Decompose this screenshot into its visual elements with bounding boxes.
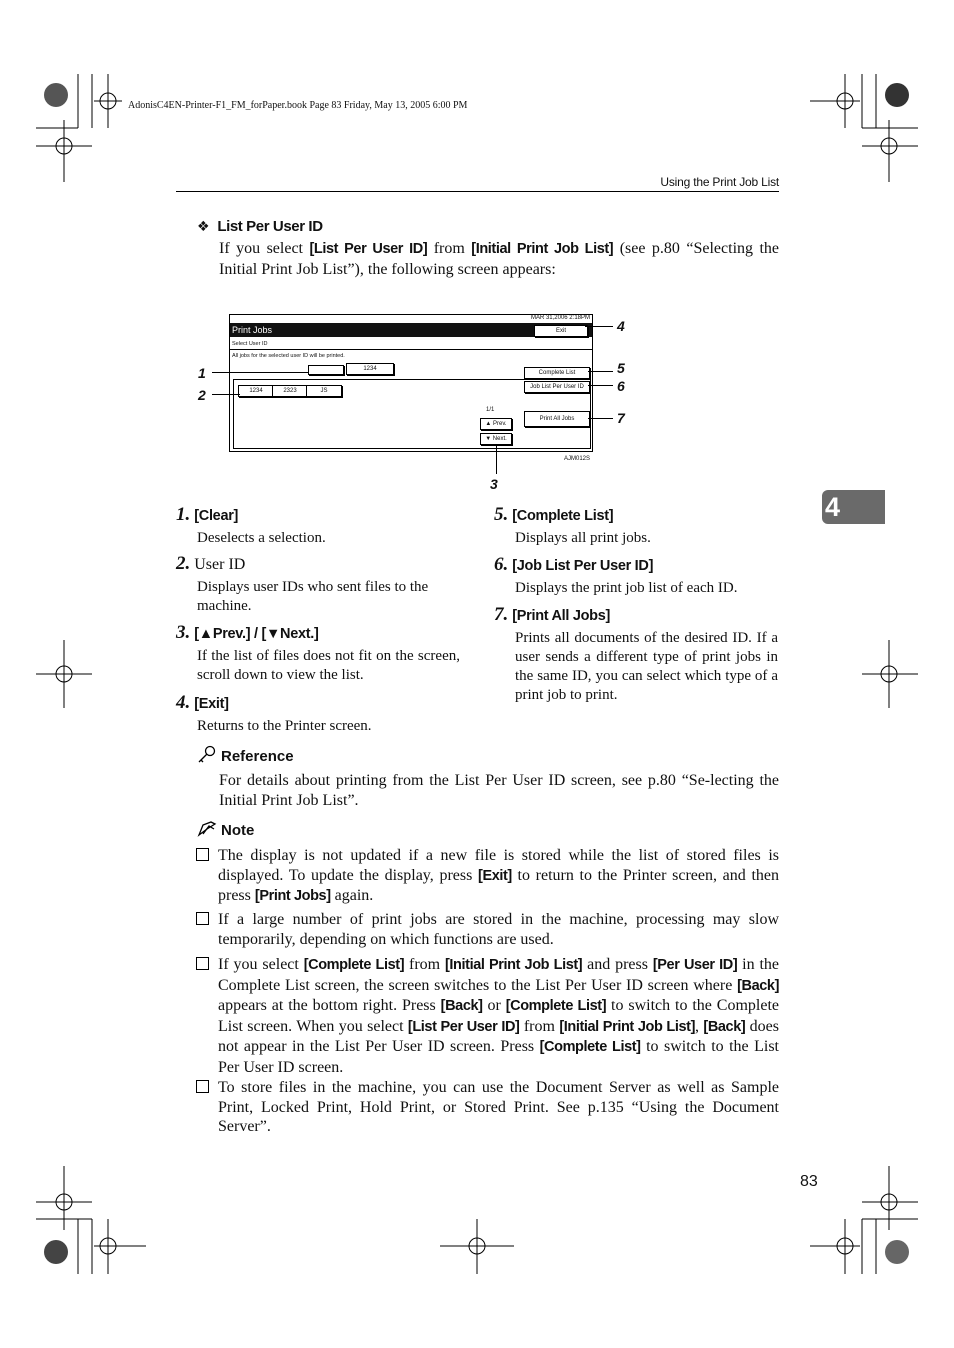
divider	[230, 349, 592, 350]
item-6: 6. [Job List Per User ID] Displays the print job list of each ID.	[494, 554, 738, 596]
item-1: 1. [Clear] Deselects a selection.	[176, 504, 326, 546]
item-7: 7. [Print All Jobs] Prints all documents of the desired ID. If a user sends a different type of print jobs in the same ID, you can select which type of a print job to print.	[494, 604, 778, 703]
next-button[interactable]: ▼ Next.	[480, 433, 512, 445]
reference-heading: Reference	[197, 745, 294, 766]
callout-6: 6	[617, 378, 625, 394]
callout-line-1	[212, 372, 308, 373]
selected-user-field[interactable]: 1234	[346, 363, 394, 375]
page-counter: 1/1	[486, 407, 495, 413]
callout-line-2	[212, 394, 240, 395]
callout-line-3	[496, 446, 497, 474]
header-rule	[176, 191, 779, 192]
section-heading	[197, 218, 323, 236]
chapter-tab: 4	[822, 490, 885, 524]
callout-line-5	[588, 371, 613, 372]
callout-1: 1	[198, 365, 206, 381]
checkbox-icon	[196, 848, 209, 861]
item-5: 5. [Complete List] Displays all print jobs.	[494, 504, 651, 546]
clear-field[interactable]	[308, 365, 344, 375]
callout-line-4	[585, 326, 613, 327]
note-item-1: The display is not updated if a new file is stored while the list of stored files is displayed. To update the display, press [Exit] to return to the Printer screen, and then press [Print Jobs] again.	[196, 846, 779, 866]
callout-line-7	[588, 418, 613, 419]
screen-title: Print Jobs	[232, 325, 273, 335]
print-jobs-screen	[229, 314, 593, 452]
item-4: 4. [Exit] Returns to the Printer screen.	[176, 692, 372, 734]
key-icon	[197, 745, 217, 763]
checkbox-icon	[196, 912, 209, 925]
item-3: 3. [▲Prev.] / [▼Next.] If the list of files does not fit on the screen, scroll down to view the list.	[176, 622, 460, 683]
complete-list-button[interactable]: Complete List	[524, 367, 590, 379]
checkbox-icon	[196, 957, 209, 970]
page-number: 83	[800, 1173, 818, 1190]
section-title: List Per User ID	[217, 218, 323, 235]
user-id-button-3[interactable]: JS	[306, 385, 342, 397]
note-item-2: If a large number of print jobs are stored in the machine, processing may slow temporarily, depending on which functions are used.	[196, 910, 779, 930]
callout-5: 5	[617, 360, 625, 376]
book-info: AdonisC4EN-Printer-F1_FM_forPaper.book Page 83 Friday, May 13, 2005 6:00 PM	[128, 100, 468, 111]
callout-4: 4	[617, 318, 625, 334]
running-head: Using the Print Job List	[660, 175, 779, 189]
user-id-button-2[interactable]: 2323	[272, 385, 308, 397]
note-item-4: To store files in the machine, you can use the Document Server as well as Sample Print, Locked Print, Hold Print, or Stored Print. See p.135 “Using the Document Server”.	[196, 1078, 779, 1098]
pencil-icon	[197, 821, 217, 837]
section-intro: If you select [List Per User ID] from [Initial Print Job List] (see p.80 “Selecting the Initial Print Job List”), the following screen appears:	[219, 240, 780, 278]
diamond-bullet-icon: ❖	[197, 219, 210, 235]
reference-text: For details about printing from the List Per User ID screen, see p.80 “Se-lecting the Initial Print Job List”.	[219, 772, 779, 809]
all-jobs-label: All jobs for the selected user ID will be printed.	[232, 353, 345, 359]
note-heading: Note	[197, 821, 254, 840]
item-2: 2. User ID Displays user IDs who sent files to the machine.	[176, 553, 429, 614]
callout-7: 7	[617, 410, 625, 426]
select-user-label: Select User ID	[232, 341, 268, 347]
exit-button[interactable]: Exit	[534, 325, 588, 337]
job-list-per-user-button[interactable]: Job List Per User ID	[524, 381, 590, 393]
note-item-3: If you select [Complete List] from [Initial Print Job List] and press [Per User ID] in the Complete List screen, the screen switches to the List Per User ID screen where [Back] appears at the bottom right. Press [Back] or [Complete List] to switch to the Complete List screen. When you select [List Per User ID] from [Initial Print Job List], [Back] does not appear in the List Per User ID screen. Press [Complete List] to switch to the List Per User ID screen.	[196, 955, 779, 975]
callout-3: 3	[490, 476, 498, 492]
user-id-button-1[interactable]: 1234	[238, 385, 274, 397]
checkbox-icon	[196, 1080, 209, 1093]
screen-date: MAR 31,2006 2:18PM	[530, 315, 590, 321]
figure-code: AJM012S	[564, 456, 591, 462]
callout-line-6	[588, 385, 613, 386]
print-all-jobs-button[interactable]: Print All Jobs	[524, 411, 590, 427]
prev-button[interactable]: ▲ Prev.	[480, 418, 512, 430]
callout-2: 2	[198, 387, 206, 403]
